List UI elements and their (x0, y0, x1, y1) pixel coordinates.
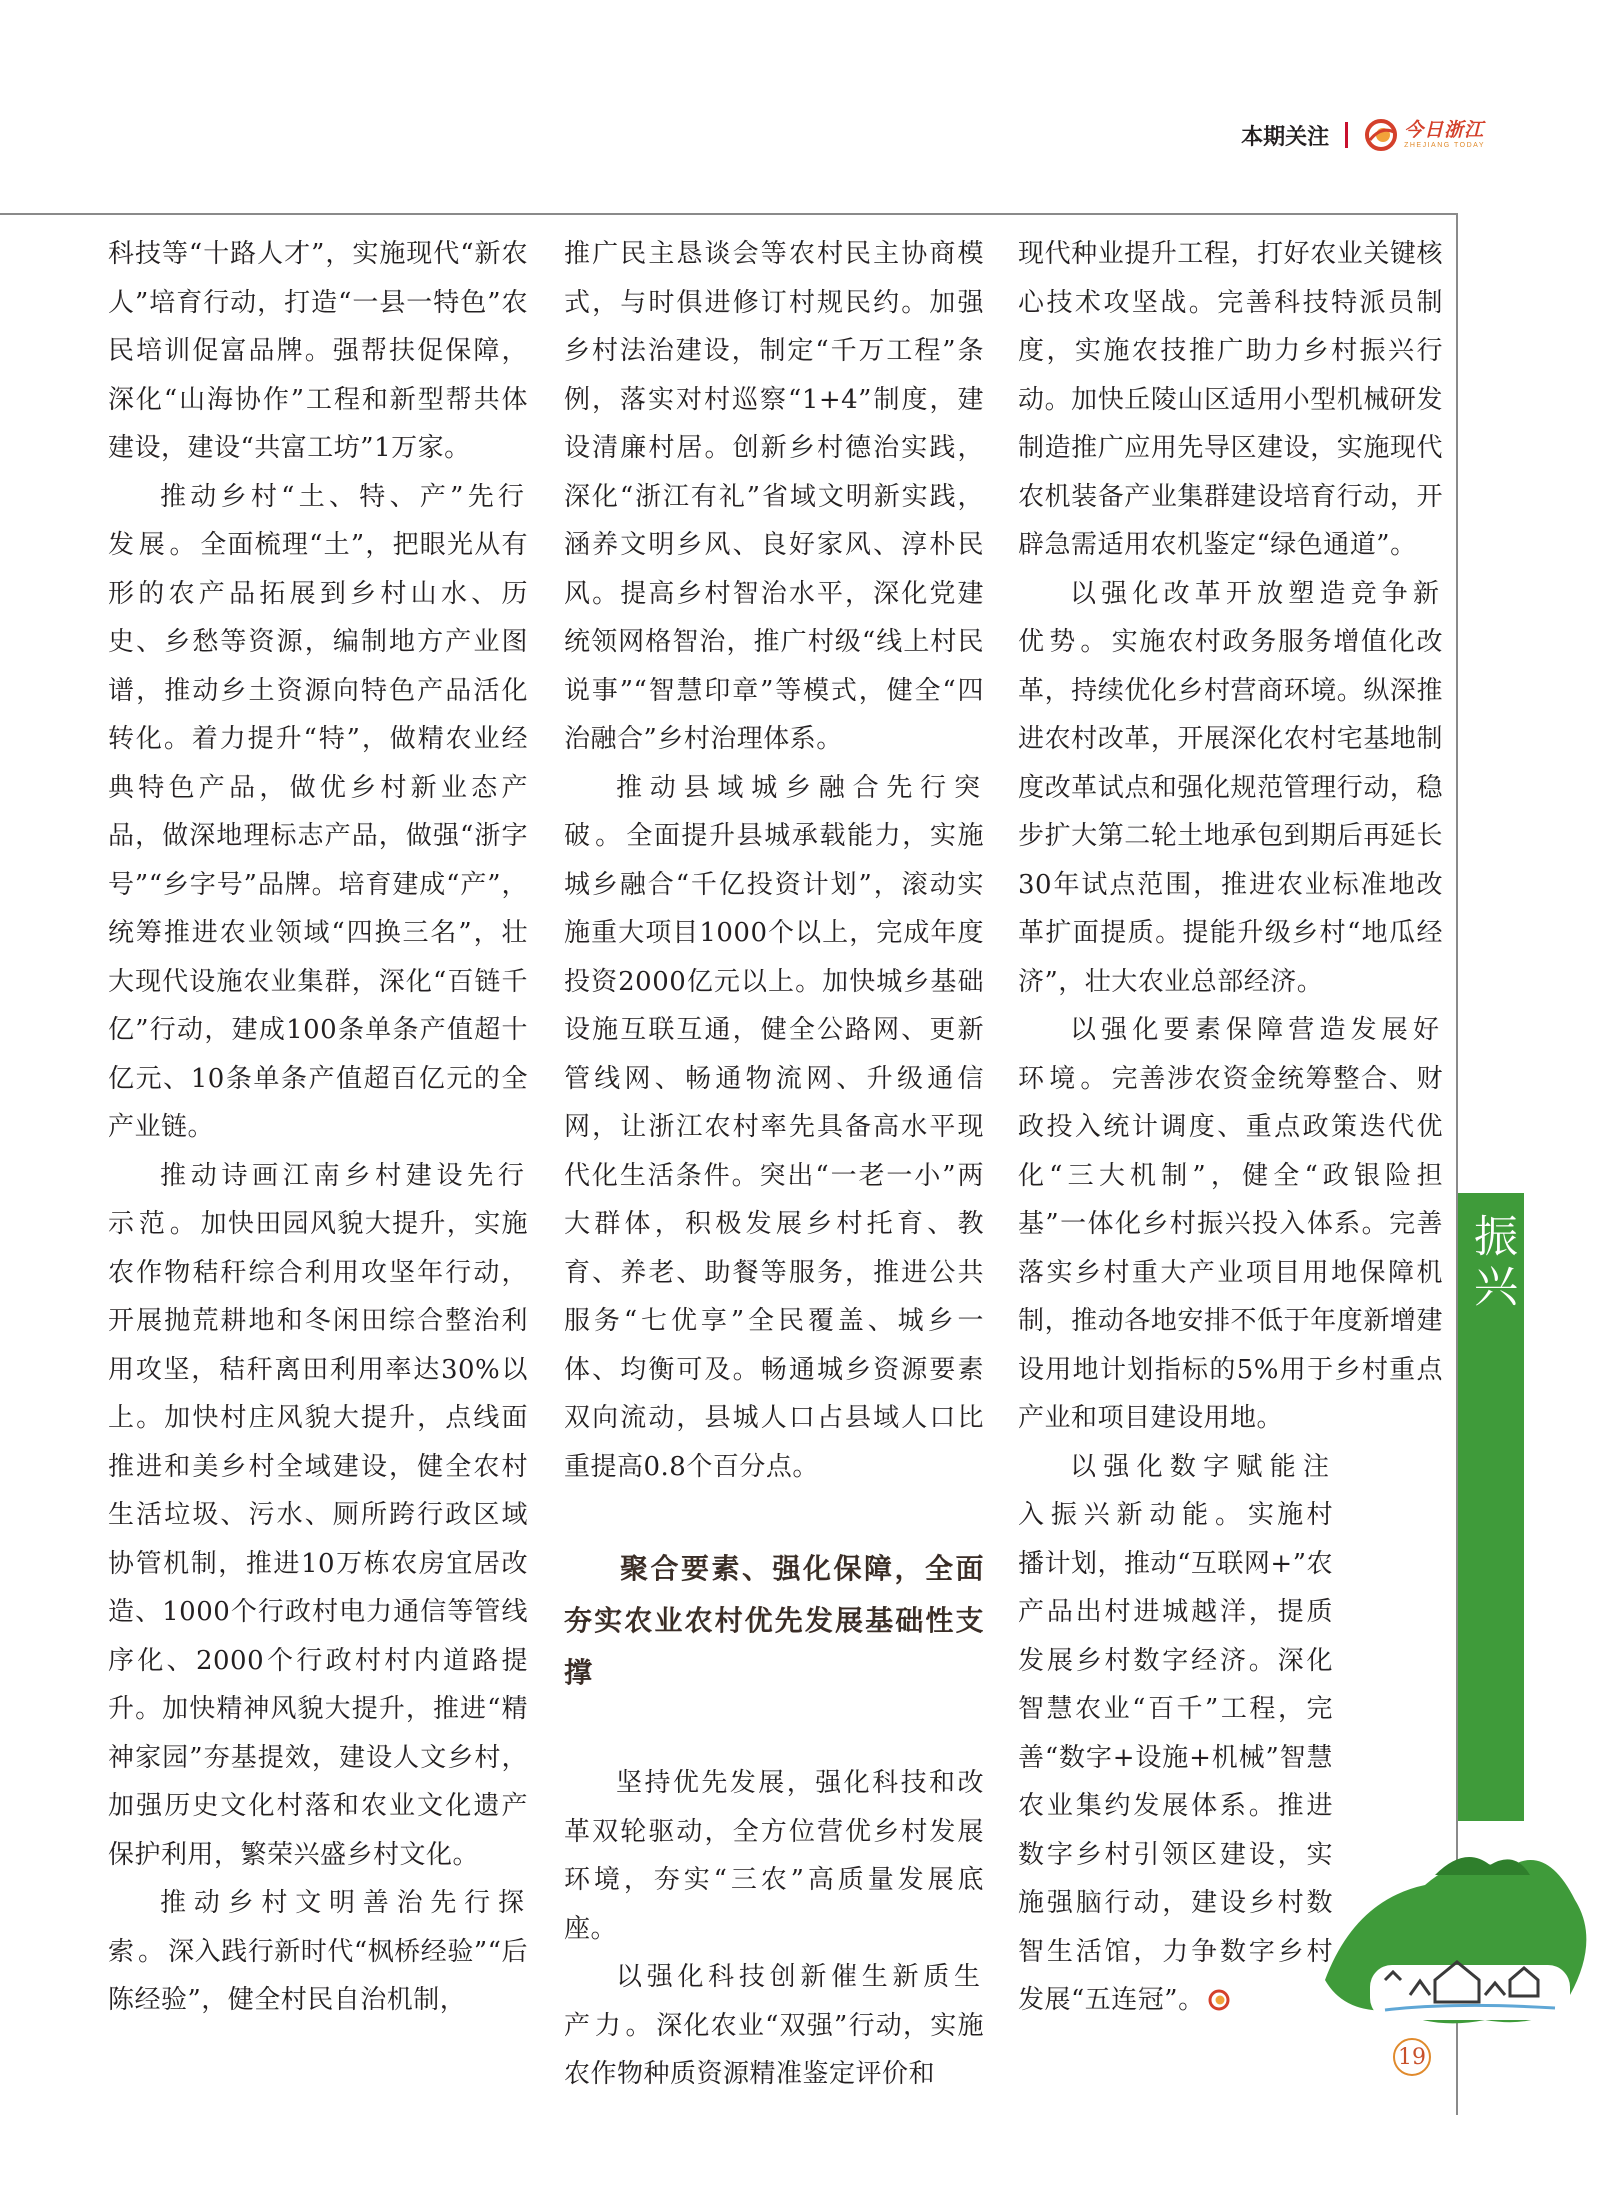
section-label: 本期关注 (1241, 124, 1330, 150)
paragraph-body: 实施农村政务服务增值化改革，持续优化乡村营商环境。纵深推进农村改革，开展深化农村宅基地制度改革试点和强化规范管理行动，稳步扩大第二轮土地承包到期后再延长30年试点范围，推进农业标准地改革扩面提质。提能升级乡村“地瓜经济”，壮大农业总部经济。 (1018, 627, 1443, 997)
section-heading: 聚合要素、强化保障，全面夯实农业农村优先发展基础性支撑 (564, 1552, 984, 1689)
paragraph-body: 全面提升县城承载能力，实施城乡融合“千亿投资计划”，滚动实施重大项目1000个以上，完成年度投资2000亿元以上。加快城乡基础设施互联互通，健全公路网、更新管线网、畅通物流网、升级通信网，让浙江农村率先具备高水平现代化生活条件。突出“一老一小”两大群体，积极发展乡村托育、教育、养老、助餐等服务，推进公共服务“七优享”全民覆盖、城乡一体、均衡可及。畅通城乡资源要素双向流动，县城人口占县域人口比重提高0.8个百分点。 (564, 821, 984, 1482)
paragraph-lead: 推动乡村文明善治先行探索。 (108, 1888, 528, 1967)
paragraph-lead: 以强化数字赋能注入振兴新动能。 (1018, 1451, 1333, 1530)
paragraph (108, 1879, 528, 2025)
paragraph: 坚持优先发展，强化科技和改革双轮驱动，全方位营优乡村发展环境，夯实“三农”高质量发展底座。 (564, 1768, 984, 1944)
paragraph: 推广民主恳谈会等农村民主协商模式，与时俱进修订村规民约。加强乡村法治建设，制定“千万工程”条例，落实对村巡察“1+4”制度，建设清廉村居。创新乡村德治实践，深化“浙江有礼”省域文明新实践，涵养文明乡风、良好家风、淳朴民风。提高乡村智治水平，深化党建统领网格智治，推广村级“线上村民说事”“智慧印章”等模式，健全“四治融合”乡村治理体系。 (564, 239, 984, 754)
paragraph (564, 764, 984, 1492)
logo-subtext: ZHEJIANG TODAY (1404, 142, 1485, 149)
paragraph: 现代种业提升工程，打好农业关键核心技术攻坚战。完善科技特派员制度，实施农技推广助力乡村振兴行动。加快丘陵山区适用小型机械研发制造推广应用先导区建设，实施现代农机装备产业集群建设培育行动，开辟急需适用农机鉴定“绿色通道”。 (1018, 239, 1443, 560)
paragraph (108, 1152, 528, 1880)
column-3 (1018, 230, 1443, 2025)
paragraph-body: 深入践行新时代“枫桥经验”“后陈经验”，健全村民自治机制， (108, 1936, 528, 2015)
logo-wordmark: 今日浙江 (1404, 119, 1485, 141)
paragraph-body: 完善涉农资金统筹整合、财政投入统计调度、重点政策迭代优化“三大机制”，健全“政银险担基”一体化乡村振兴投入体系。完善落实乡村重大产业项目用地保障机制，推动各地安排不低于年度新增建设用地计划指标的5%用于乡村重点产业和项目建设用地。 (1018, 1063, 1443, 1433)
paragraph-lead: 以强化科技创新催生新质生产力。 (564, 1962, 984, 2041)
magazine-logo (1364, 118, 1485, 152)
column-2 (564, 230, 984, 2099)
paragraph-lead: 以强化改革开放塑造竞争新优势。 (1018, 578, 1443, 657)
paragraph (108, 473, 528, 1152)
header-divider (1345, 122, 1348, 148)
paragraph: 科技等“十路人才”，实施现代“新农人”培育行动，打造“一县一特色”农民培训促富品牌。强帮扶促保障，深化“山海协作”工程和新型帮共体建设，建设“共富工坊”1万家。 (108, 239, 528, 463)
paragraph-lead: 推动县域城乡融合先行突破。 (564, 772, 984, 851)
paragraph-body: 实施村播计划，推动“互联网+”农产品出村进城越洋，提质发展乡村数字经济。深化智慧农业“百千”工程，完善“数字+设施+机械”智慧农业集约发展体系。推进数字乡村引领区建设，实施强脑行动，建设乡村数智生活馆，力争数字乡村发展“五连冠”。 (1018, 1500, 1333, 2015)
paragraph-body: 加快田园风貌大提升，实施农作物秸秆综合利用攻坚年行动，开展抛荒耕地和冬闲田综合整治利用攻坚，秸秆离田利用率达30%以上。加快村庄风貌大提升，点线面推进和美乡村全域建设，健全农村生活垃圾、污水、厕所跨行政区域协管机制，推进10万栋农房宜居改造、1000个行政村电力通信等管线序化、2000个行政村村内道路提升。加快精神风貌大提升，推进“精神家园”夯基提效，建设人文乡村，加强历史文化村落和农业文化遗产保护利用，繁荣兴盛乡村文化。 (108, 1209, 528, 1870)
paragraph-lead: 推动诗画江南乡村建设先行示范。 (108, 1160, 528, 1239)
paragraph-body: 深化农业“双强”行动，实施农作物种质资源精准鉴定评价和 (564, 2010, 984, 2089)
paragraph-lead: 推动乡村“土、特、产”先行发展。 (108, 481, 528, 560)
paragraph-lead: 以强化要素保障营造发展好环境。 (1018, 1015, 1443, 1094)
paragraph-body: 全面梳理“土”，把眼光从有形的农产品拓展到乡村山水、历史、乡愁等资源，编制地方产业图谱，推动乡土资源向特色产品活化转化。着力提升“特”，做精农业经典特色产品，做优乡村新业态产品，做深地理标志产品，做强“浙字号”“乡字号”品牌。培育建成“产”，统筹推进农业领域“四换三名”，壮大现代设施农业集群，深化“百链千亿”行动，建成100条单条产值超十亿元、10条单条产值超百亿元的全产业链。 (108, 530, 528, 1142)
logo-icon (1364, 118, 1398, 152)
end-mark-icon (1208, 1989, 1230, 2011)
column-1 (108, 230, 528, 2025)
paragraph (564, 1953, 984, 2099)
series-title: 『千万工程』引领乡村全面振兴 (1466, 1213, 1583, 1813)
village-landscape-icon (1315, 1830, 1600, 2035)
paragraph (1018, 1006, 1443, 1443)
page-number: 19 (1393, 2038, 1431, 2076)
page-header (1241, 118, 1485, 152)
series-side-banner (1458, 1193, 1583, 1821)
paragraph (1018, 570, 1443, 1007)
